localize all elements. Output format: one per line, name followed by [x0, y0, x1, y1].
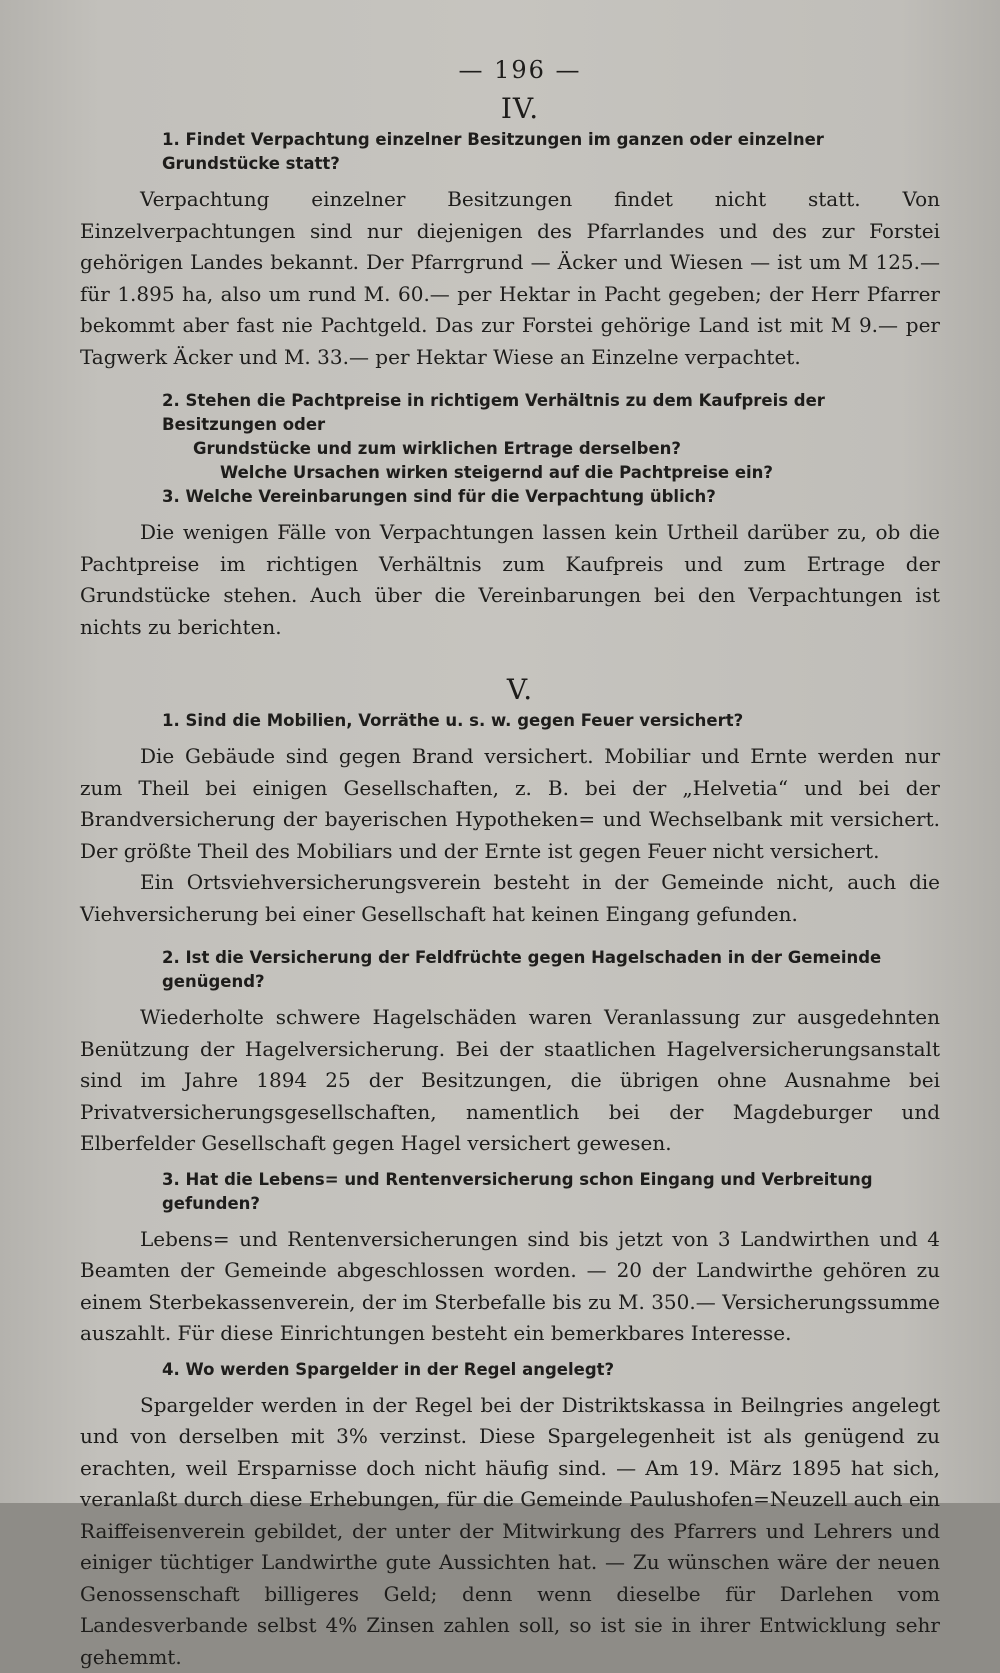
section-v-question-3: 3. Hat die Lebens= und Rentenversicherung schon Eingang und Verbreitung gefunden? — [80, 1168, 940, 1216]
section-iv-question-2-line-1: 2. Stehen die Pachtpreise in richtigem Verhältnis zu dem Kaufpreis der Besitzungen oder — [80, 389, 940, 437]
section-iv-question-3: 3. Welche Vereinbarungen sind für die Verpachtung üblich? — [80, 485, 940, 509]
section-v-answer-3: Lebens= und Rentenversicherungen sind bis jetzt von 3 Landwirthen und 4 Beamten der Gemeinde abgeschlossen worden. — 20 der Landwirthe gehören zu einem Sterbekassenverein, der im Sterbefalle bis zu M. 350.— Versicherungssumme auszahlt. Für diese Einrichtungen besteht ein bemerkbares Interesse. — [80, 1224, 940, 1350]
section-iv-question-1: 1. Findet Verpachtung einzelner Besitzungen im ganzen oder einzelner Grundstücke statt? — [80, 128, 940, 176]
section-v-question-4: 4. Wo werden Spargelder in der Regel angelegt? — [80, 1358, 940, 1382]
section-v-answer-1-paragraph-2: Ein Ortsviehversicherungsverein besteht in der Gemeinde nicht, auch die Viehversicherung bei einer Gesellschaft hat keinen Eingang gefunden. — [80, 867, 940, 930]
section-iv-answer-2: Die wenigen Fälle von Verpachtungen lassen kein Urtheil darüber zu, ob die Pachtpreise im richtigen Verhältnis zum Kaufpreis und zum Ertrage der Grundstücke stehen. Auch über die Vereinbarungen bei den Verpachtungen ist nichts zu berichten. — [80, 517, 940, 643]
section-iv-question-2-line-3: Welche Ursachen wirken steigernd auf die Pachtpreise ein? — [80, 461, 940, 485]
section-iv-question-2-line-2: Grundstücke und zum wirklichen Ertrage derselben? — [80, 437, 940, 461]
section-v-answer-4: Spargelder werden in der Regel bei der Distriktskassa in Beilngries angelegt und von derselben mit 3% verzinst. Diese Spargelegenheit ist als genügend zu erachten, weil Ersparnisse doch nicht häufig sind. — Am 19. März 1895 hat sich, veranlaßt durch diese Erhebungen, für die Gemeinde Paulushofen=Neuzell auch ein Raiffeisenverein gebildet, der unter der Mitwirkung des Pfarrers und Lehrers und einiger tüchtiger Landwirthe gute Aussichten hat. — Zu wünschen wäre der neuen Genossenschaft billigeres Geld; denn wenn dieselbe für Darlehen vom Landesverbande selbst 4% Zinsen zahlen soll, so ist sie in ihrer Entwicklung sehr gehemmt. — [80, 1390, 940, 1673]
section-v-answer-1-paragraph-1: Die Gebäude sind gegen Brand versichert. Mobiliar und Ernte werden nur zum Theil bei einigen Gesellschaften, z. B. bei der „Helvetia“ und bei der Brandversicherung der bayerischen Hypotheken= und Wechselbank mit versichert. Der größte Theil des Mobiliars und der Ernte ist gegen Feuer nicht versichert. — [80, 741, 940, 867]
section-v-question-2: 2. Ist die Versicherung der Feldfrüchte gegen Hagelschaden in der Gemeinde genügend? — [80, 946, 940, 994]
section-iv-answer-1: Verpachtung einzelner Besitzungen findet nicht statt. Von Einzelverpachtungen sind nur diejenigen des Pfarrlandes und des zur Forstei gehörigen Landes bekannt. Der Pfarrgrund — Äcker und Wiesen — ist um M 125.— für 1.895 ha, also um rund M. 60.— per Hektar in Pacht gegeben; der Herr Pfarrer bekommt aber fast nie Pachtgeld. Das zur Forstei gehörige Land ist mit M 9.— per Tagwerk Äcker und M. 33.— per Hektar Wiese an Einzelne verpachtet. — [80, 184, 940, 373]
section-iv-heading: IV. — [100, 92, 940, 128]
page-number: — 196 — — [100, 56, 940, 92]
section-v-heading: V. — [100, 673, 940, 709]
section-v-answer-2: Wiederholte schwere Hagelschäden waren Veranlassung zur ausgedehnten Benützung der Hagelversicherung. Bei der staatlichen Hagelversicherungsanstalt sind im Jahre 1894 25 der Besitzungen, die übrigen ohne Ausnahme bei Privatversicherungsgesellschaften, namentlich bei der Magdeburger und Elberfelder Gesellschaft gegen Hagel versichert gewesen. — [80, 1002, 940, 1160]
section-v-question-1: 1. Sind die Mobilien, Vorräthe u. s. w. gegen Feuer versichert? — [80, 709, 940, 733]
